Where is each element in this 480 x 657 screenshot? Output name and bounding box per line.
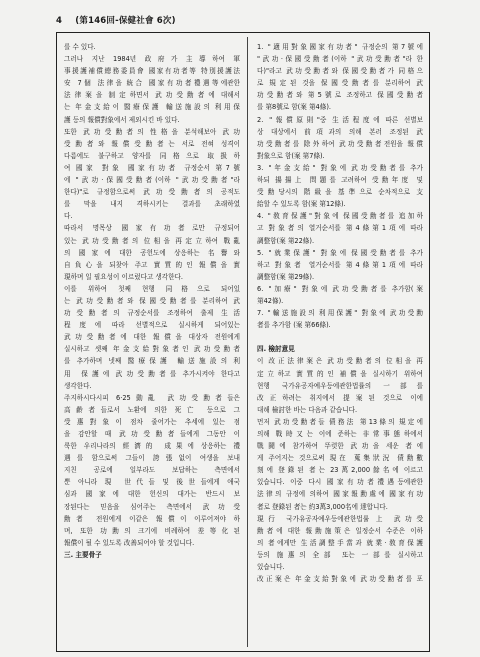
text-line: 現行 국가유공자예우등에관한법률 上 武功受 (257, 514, 423, 523)
text-line: 다름에도 불구하고 양자를 同格으로 取扱하 (64, 151, 240, 160)
text-line: 給할 수 있도록 함(案 第12條). (257, 200, 346, 209)
text-line: 한다)"로 규정함으로써 武功受勳者의 공적도 (64, 188, 240, 197)
text-line: 調整함(案 第29條). (257, 272, 315, 281)
text-line: 勳者 전원에게 이같은 報償이 이루어져야 하 (64, 514, 240, 523)
text-line: 주지하시다시피 6·25動亂 武功受勳者들은 (64, 393, 240, 402)
text-line: 4. "敎育保護"對象에 保國受勳者를 追加하 (257, 212, 423, 221)
text-line: 실시하고 셋째 年金支給對象者인 武功受勳者 (64, 345, 240, 354)
text-line: 定立하고 實質的인 補償을 실시하기 위하여 (257, 369, 423, 378)
text-line: 6. "加療" 對象에 武功受勳者를 추가함(案 (257, 284, 423, 293)
text-line: 功受勳者와 第5號로 조정하고 保國受勳者 (257, 91, 423, 100)
text-line: 程度에 따라 선별적으로 실시하게 되어있는 (64, 321, 240, 330)
text-line: 이 改正法律案은 武功受勳者의 位相을 再 (257, 357, 423, 366)
text-line: 改正하려는 취지에서 提案된 것으로 이에 (257, 393, 423, 402)
text-line: 생각한다. (64, 381, 92, 390)
text-line: 있습니다. (257, 563, 285, 572)
text-line: 로 規定된 것을 保國受勳者를 분리하여 武 (257, 79, 423, 88)
page-header (56, 14, 176, 26)
text-line: 의해 戰時又는 이에 준하는 非常事態하에서 (257, 430, 423, 438)
text-line: 다. (64, 212, 73, 221)
text-line: 하고 對象者 열거순서를 第4條第1項에 따라 (257, 260, 423, 269)
right-column (257, 41, 423, 645)
text-line: 第42條). (257, 296, 284, 305)
text-line: 現하며 일 필요성이 이르렀다고 생각한다. (64, 272, 183, 281)
text-line: 를 추가하며 넷째 醫療保護 輸送施設의 利 (64, 357, 240, 366)
text-line: 에 "武功·保國受勳者(이하 "武功受勳者"라 (64, 176, 240, 185)
text-line: 장된다는 믿음을 심어주는 측면에서 武功受 (64, 502, 240, 511)
text-line: 를 第8號로 함(案 第4條). (257, 103, 331, 112)
text-line: 1. "適用對象國家有功者" 규정순의 第7號에 (257, 43, 423, 51)
left-column (64, 41, 240, 645)
text-line: 를 수 있다. (64, 43, 96, 51)
text-line: 그러나 지난 1984년 政府가 主導하여 軍 (64, 55, 240, 64)
text-line: 다)"라고 武功受勳者와 保國受勳者가 同格으 (257, 67, 423, 76)
page-number: 4 (56, 16, 63, 26)
text-line: 여 國家 對象 國家有功者 규정순서 第7號 (64, 163, 240, 172)
text-line: 를 막을 내지 격하시키는 결과를 초래하였 (64, 200, 240, 209)
text-line: 의 者에게만 生活調整手當과 就業·敎育保護 (257, 538, 423, 547)
text-line: 룩한 우리나라의 經濟的 成果에 상응하는 禮 (64, 442, 240, 451)
text-line: 있습니다. 이중 다시 國家有功者禮遇등에관한 (257, 478, 423, 487)
section-heading: 三. 主要骨子 (64, 550, 102, 559)
text-line: 功受勳者를 除外하여 武功受勳者전원을 報償 (257, 139, 423, 148)
text-line: 심과 國家에 대한 헌신의 대가는 반드시 보 (64, 490, 240, 499)
text-line: "武功·保國受勳者(이하 "武功受勳者"라 한 (257, 55, 423, 64)
text-line: 등의 施惠의 全部 또는 一部를 실시하고 (257, 550, 423, 559)
text-line: 대해 檢討한 바는 다음과 같습니다. (257, 405, 358, 414)
text-line: 하되 揚揚上 問題를 고려하여 受勳年度 및 (257, 176, 423, 185)
text-line: 遇를 함으로써 그들이 誇張없이 여생을 보내 (64, 454, 240, 463)
text-line: 5. "就業保護" 對象에 保國受勳者를 추가 (257, 248, 423, 257)
text-line: 受勳者와 報償受勳者는 서로 전혀 성격이 (64, 139, 240, 148)
text-line: 또한 武功受勳者의 性格을 분석해보아 武功 (64, 127, 240, 136)
text-line: 對象으로 함(案 第7條). (257, 151, 325, 160)
text-line: 는 年金支給이 醫療保護 輸送施設의 利用保 (64, 103, 240, 112)
text-line: 法律의 규정에 의하여 國家報勳處에 國家有功 (257, 490, 423, 499)
text-line: 調整함(案 第22條). (257, 236, 315, 245)
text-line: 이를 위하여 첫째 현행 同格으로 되어있 (64, 284, 240, 293)
text-line: 護 등의 報償對象에서 제외시킨 바 있다. (64, 115, 180, 124)
text-line: 改正案은 年金支給對象에 武功受勳者를 포 (257, 575, 423, 584)
text-line: 먼저 武功受勳者들 債務法 第13條의 規定에 (257, 417, 423, 426)
text-line: 의 國家에 대한 공헌도에 상응하는 名譽와 (64, 248, 240, 257)
text-line (257, 331, 423, 343)
text-line: 用 保護에 武功受勳者를 추가시켜야 한다고 (64, 369, 240, 378)
text-line: 따라서 명목상 國家有功者로만 규정되어 (64, 224, 240, 233)
text-line: 者를 추가함 (案 第66條). (257, 321, 331, 330)
text-line: 勳者에 대한 報勳施策은 일정순서 수준은 이하 (257, 526, 423, 535)
text-line: 는 武功受勳者와 保國受勳者를 분리하여 武 (64, 296, 240, 305)
text-line: 高齡者들로서 노환에 의한 死亡 등으로 그 (64, 405, 240, 414)
text-line: 상 대상에서 前項과의 의해 본러 조정된 武 (257, 127, 423, 136)
text-line: 安 7個 法律을 統合 國家有功者禮遇等에관한 (64, 79, 240, 88)
text-line: 2. "報償原則"중 生活程度에 따른 선별보 (257, 115, 423, 124)
text-line: 을 감안할 때 武功受勳者들에게 그동안 이 (64, 430, 240, 438)
text-frame (56, 32, 430, 652)
text-line: 功受勳者의 규정순서를 조정하여 출제 生活 (64, 309, 240, 318)
issue-label: (第146回-保健社會 6次) (75, 16, 176, 26)
text-line: 7. "輸送施設의 利用保護" 對象에 武功受勳 (257, 309, 423, 318)
text-line: 者로 登錄된 者는 約3萬3,000名에 達합니다. (257, 502, 388, 511)
text-line: 戰鬪에 참가하여 뚜렷한 武功을 세운 者에 (257, 442, 423, 451)
text-line: 報償이 될 수 있도록 改善되어야 할 것입니다. (64, 538, 195, 547)
text-line: 自負心을 되찾아 주고 實質的인 報償을 實 (64, 260, 240, 269)
text-line: 武功受勳者에 대한 報償을 대상자 전원에게 (64, 333, 240, 342)
text-line: 法律案을 制定하면서 武功受勳者에 대해서 (64, 91, 240, 100)
text-line: 受勳당시의 階級을 基準으로 순차적으로 支 (257, 188, 423, 197)
text-line: 고 對象者의 열거순서를 第4條第1項에 따라 (257, 224, 423, 233)
text-line: 며, 또한 功勳의 크기에 비례하여 差等化된 (64, 526, 240, 535)
text-line: 刻에 登錄된 者는 23萬2,000餘名에 이르고 (257, 466, 423, 475)
column-divider (247, 37, 248, 647)
text-line: 뿐 아니라 現 世代들 및 後世들에게 애국 (64, 478, 240, 487)
text-line: 게 주어지는 것으로써 現在 蒐集狀況 債勳數 (257, 454, 423, 463)
section-heading: 四. 檢討意見 (257, 345, 295, 354)
text-line: 3. "年金支給" 對象에 武功受勳者를 추가 (257, 163, 423, 172)
text-line: 지친 공로에 일부라도 보답하는 측면에서 (64, 466, 240, 475)
text-line: 受惠對象이 점차 줄어가는 추세에 있는 점 (64, 417, 240, 426)
text-line: 事援護補償總務委員會 國家有功者等 特別援護法 (64, 67, 240, 76)
text-line: 현행 국가유공자예우등에관한법률의 一部를 (257, 381, 423, 390)
text-line: 있는 武功受勳者의 位相을 再定立하여 戰亂 (64, 236, 240, 245)
